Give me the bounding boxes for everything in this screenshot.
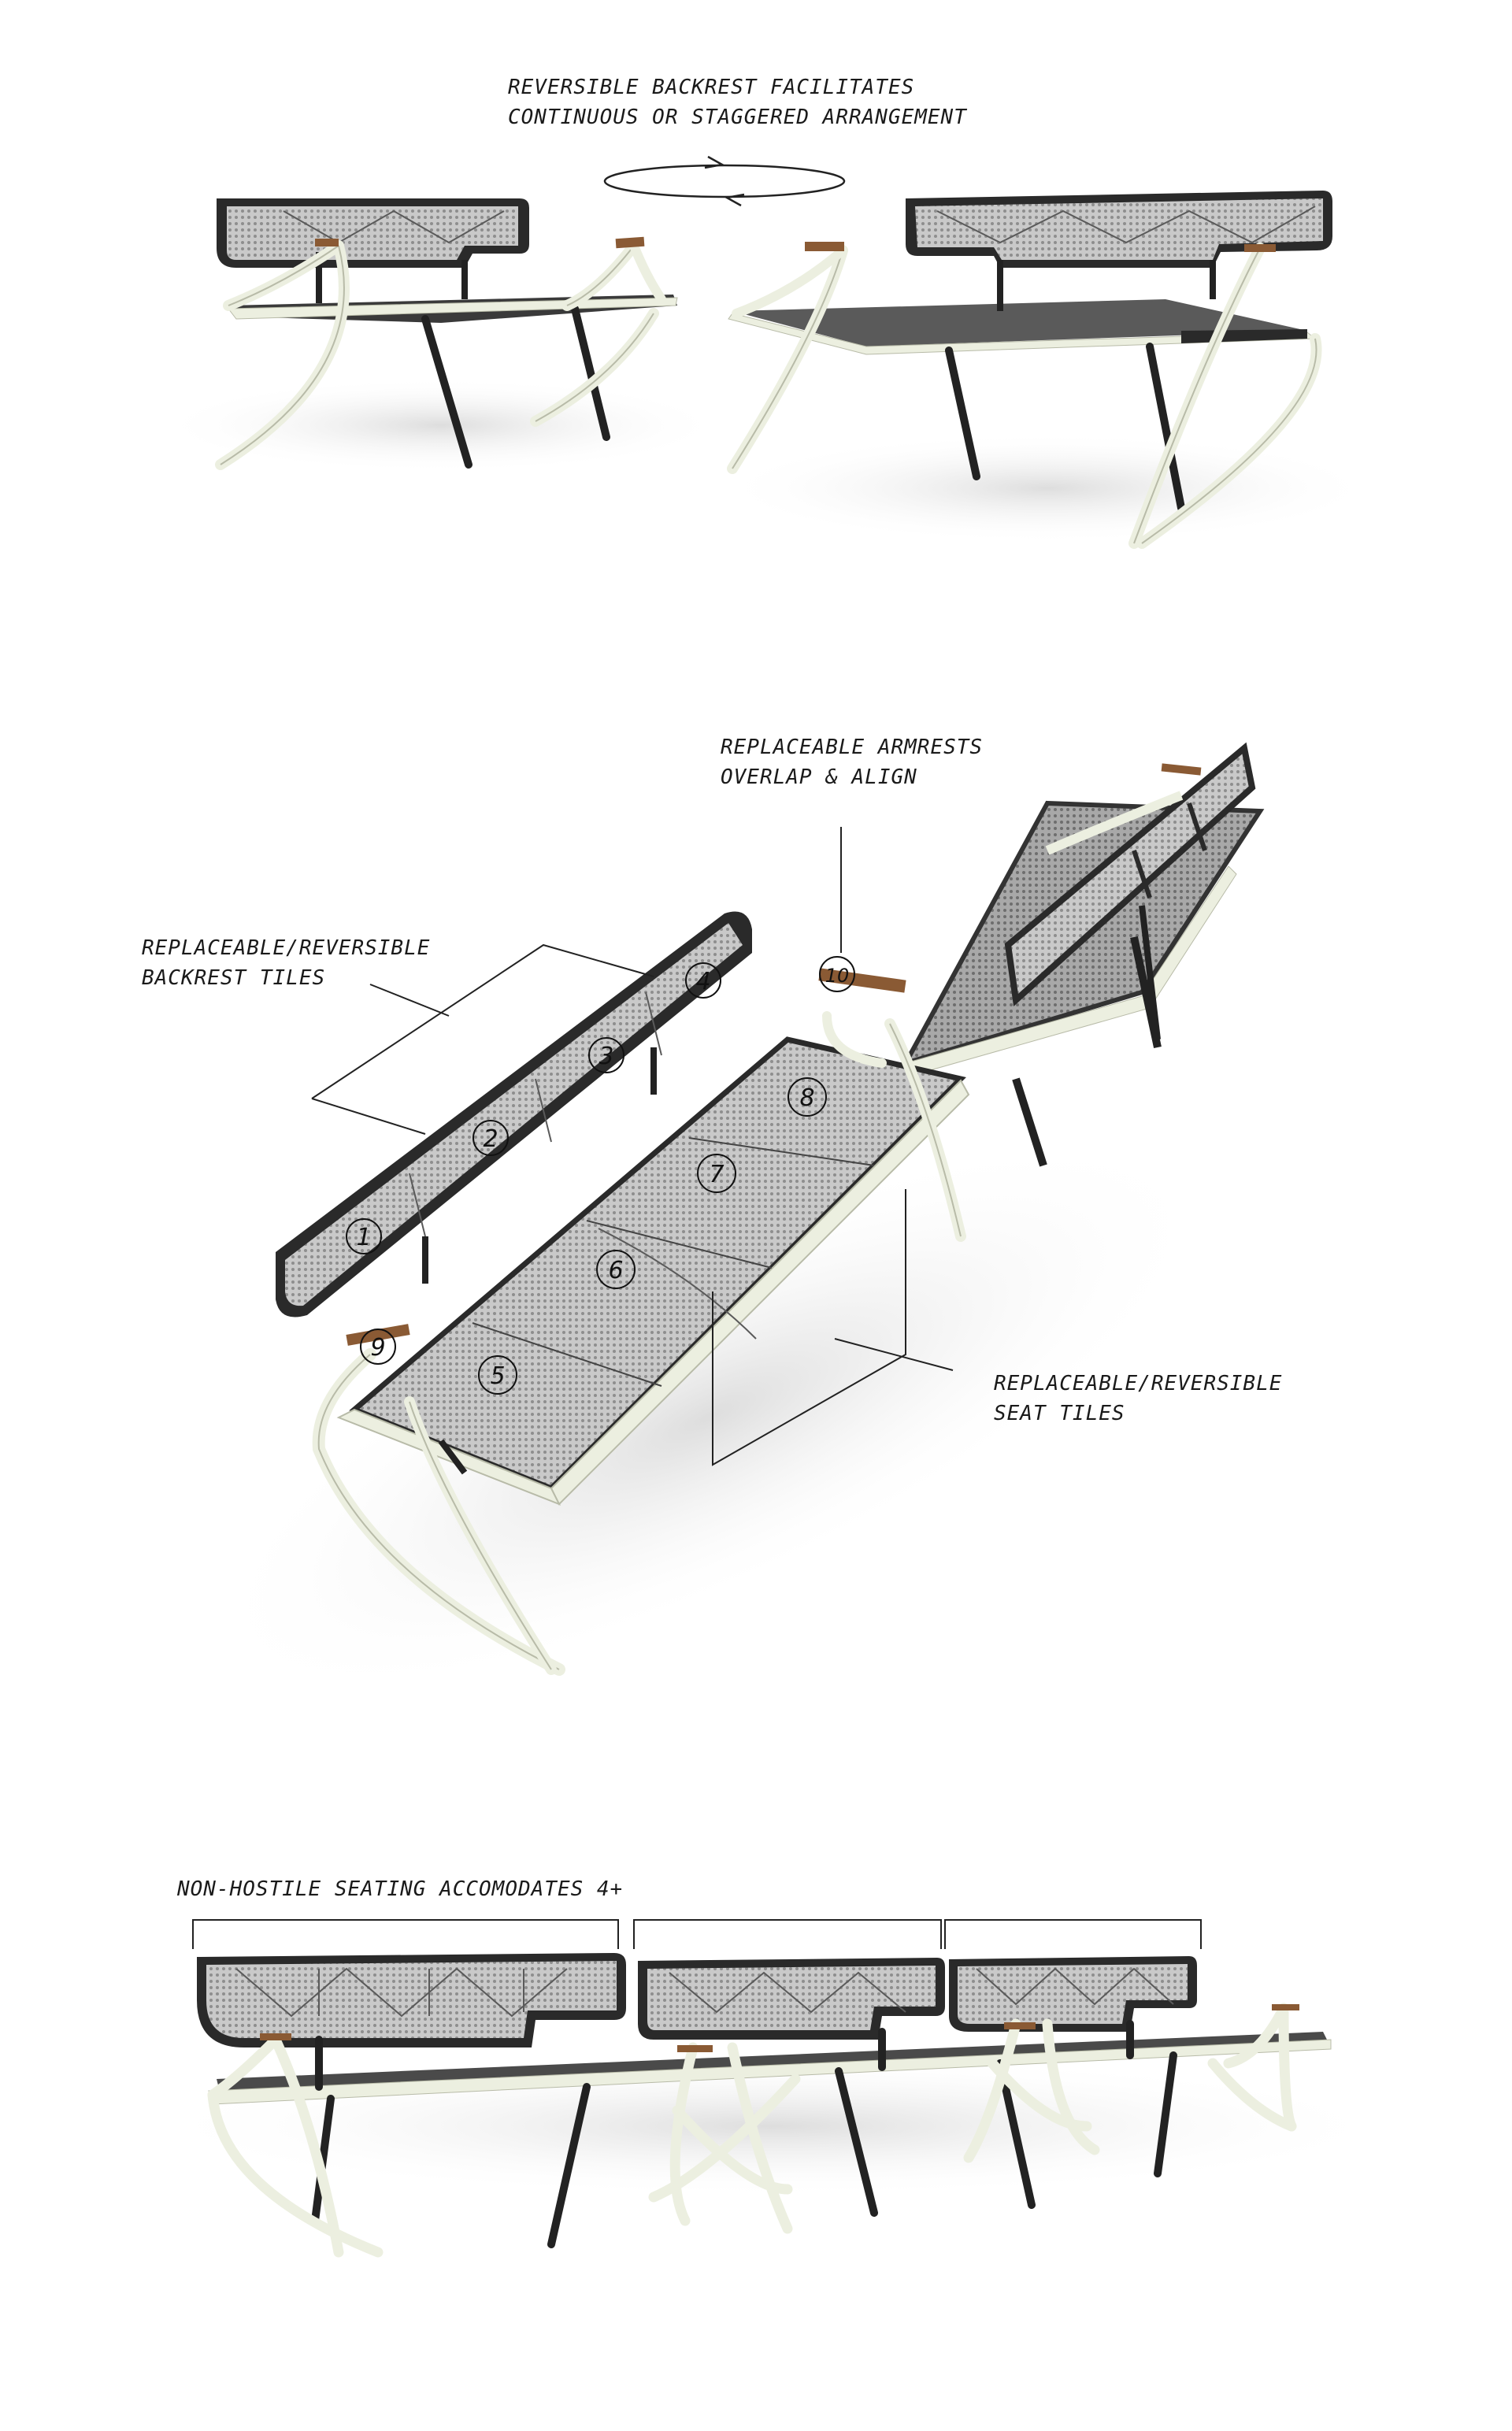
svg-text:10: 10: [825, 965, 850, 987]
armrests-note: [721, 732, 983, 792]
seat-tiles-line1: REPLACEABLE/REVERSIBLE: [994, 1372, 1283, 1395]
non-hostile-line: NON-HOSTILE SEATING ACCOMODATES 4+: [177, 1877, 624, 1901]
svg-text:2: 2: [483, 1125, 498, 1153]
backrest-tiles-note: [142, 933, 430, 993]
svg-text:7: 7: [709, 1161, 724, 1188]
seat-brackets: [193, 1920, 1201, 1949]
left-bench: [158, 198, 724, 472]
bottom-backrest-3: [949, 1956, 1197, 2032]
bottom-section: [142, 1920, 1402, 2252]
reversible-backrest-line2: CONTINUOUS OR STAGGERED ARRANGEMENT: [508, 106, 967, 129]
seat-tiles-line2: SEAT TILES: [994, 1402, 1125, 1425]
reversible-backrest-line1: REVERSIBLE BACKREST FACILITATES: [508, 76, 915, 99]
seat-tiles-note: [994, 1369, 1282, 1429]
bottom-backrest-2: [638, 1958, 945, 2040]
svg-text:1: 1: [356, 1224, 372, 1251]
non-hostile-note: [177, 1874, 623, 1904]
backrest-tiles-line1: REPLACEABLE/REVERSIBLE: [142, 936, 431, 960]
right-bench: [717, 191, 1378, 543]
svg-text:3: 3: [598, 1043, 614, 1070]
svg-text:8: 8: [799, 1084, 815, 1112]
rotation-arrows-icon: [605, 157, 844, 206]
backrest-tiles-line2: BACKREST TILES: [142, 966, 326, 990]
svg-text:9: 9: [370, 1334, 386, 1362]
svg-text:5: 5: [490, 1362, 506, 1390]
middle-section: [136, 748, 1282, 1807]
tile-number-9: [361, 1329, 395, 1364]
top-section: [158, 157, 1378, 543]
svg-text:4: 4: [695, 968, 711, 995]
svg-text:6: 6: [608, 1257, 624, 1284]
armrests-line1: REPLACEABLE ARMRESTS: [721, 736, 984, 759]
armrests-line2: OVERLAP & ALIGN: [721, 765, 917, 789]
reversible-backrest-note: [508, 72, 967, 132]
